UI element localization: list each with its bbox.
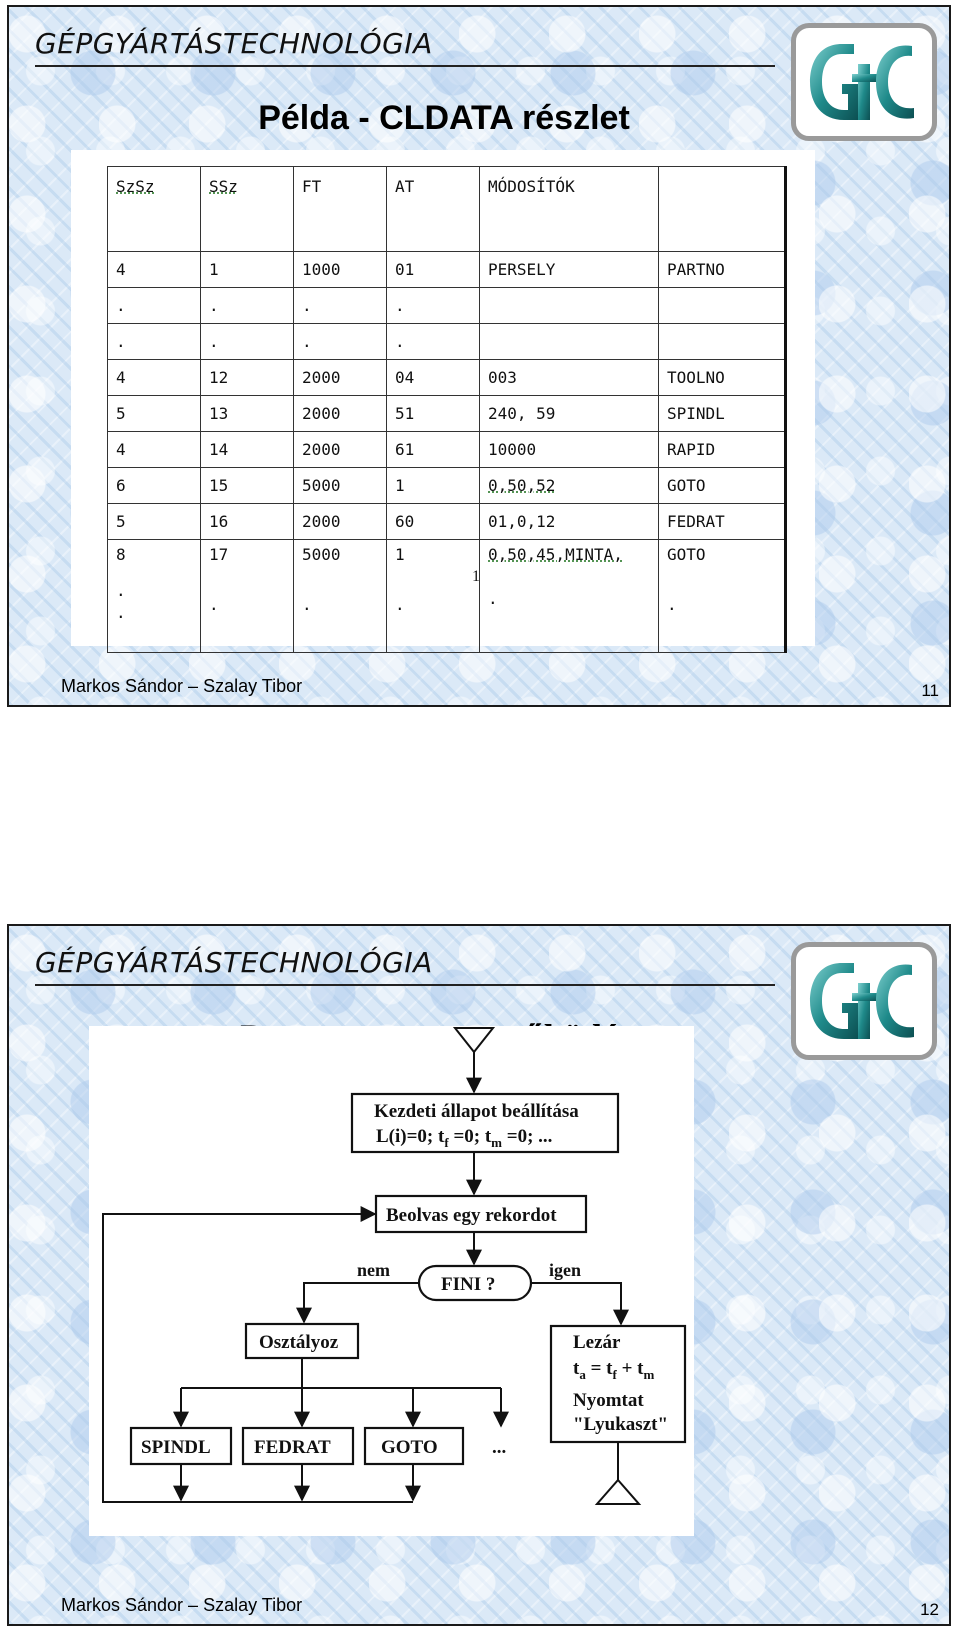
cell-dots: . <box>209 595 219 614</box>
subscript: f <box>612 1367 617 1382</box>
table-cell <box>480 324 659 360</box>
header-empty <box>659 167 786 252</box>
cell-value: 8 <box>116 545 126 564</box>
table-cell <box>387 540 480 653</box>
table-row <box>108 360 786 396</box>
slide-header-title: GÉPGYÁRTÁSTECHNOLÓGIA <box>35 946 433 979</box>
page-number: 11 <box>921 681 939 700</box>
table-row <box>108 324 786 360</box>
table-row <box>108 252 786 288</box>
flowchart-panel <box>89 1026 694 1536</box>
cell-dots: . <box>395 595 405 614</box>
init-box-line1: Kezdeti állapot beállítása <box>374 1101 579 1122</box>
table-cell <box>480 288 659 324</box>
slide-title: Példa - CLDATA részlet <box>258 99 630 137</box>
table-cell: 1000 <box>294 252 387 288</box>
table-row <box>108 504 786 540</box>
formula-text: t <box>573 1358 580 1379</box>
posztprocesszor-flowchart <box>89 1026 694 1536</box>
table-cell: 2000 <box>294 360 387 396</box>
yes-label: igen <box>549 1260 582 1280</box>
init-box-line2 <box>376 1126 552 1150</box>
table-cell <box>659 324 786 360</box>
table-cell: FEDRAT <box>659 504 786 540</box>
fedrat-label: FEDRAT <box>254 1437 331 1458</box>
table-cell <box>294 540 387 653</box>
decision-label: FINI ? <box>441 1274 496 1295</box>
close-line1: Lezár <box>573 1332 621 1353</box>
cell-value: 17 <box>209 545 229 564</box>
table-cell: 5 <box>108 396 201 432</box>
no-label: nem <box>357 1260 390 1280</box>
init-text: =0; t <box>448 1126 492 1147</box>
table-cell: . <box>201 288 294 324</box>
table-row <box>108 396 786 432</box>
table-cell <box>472 540 659 653</box>
table-cell: 003 <box>480 360 659 396</box>
spindl-label: SPINDL <box>141 1437 211 1458</box>
table-cell: TOOLNO <box>659 360 786 396</box>
no-branch-arrow <box>304 1283 419 1322</box>
cell-dots: . <box>667 595 677 614</box>
table-cell: 04 <box>387 360 480 396</box>
formula-text: = t <box>585 1358 613 1379</box>
subscript: f <box>444 1135 449 1150</box>
table-header-row <box>108 167 786 252</box>
header-szsz: SzSz <box>108 167 201 252</box>
table-cell: PARTNO <box>659 252 786 288</box>
table-cell: 4 <box>108 252 201 288</box>
table-cell <box>659 540 786 653</box>
footer-authors: Markos Sándor – Szalay Tibor <box>61 676 303 696</box>
header-rule <box>35 984 775 986</box>
table-cell: 60 <box>387 504 480 540</box>
close-line3: Nyomtat <box>573 1390 644 1411</box>
init-text: =0; ... <box>502 1126 553 1147</box>
table-cell: 12 <box>201 360 294 396</box>
more-branches-label: ... <box>492 1437 507 1458</box>
start-triangle <box>455 1028 493 1052</box>
table-cell: . <box>387 324 480 360</box>
slide-11 <box>7 5 951 707</box>
table-cell: 2000 <box>294 396 387 432</box>
formula-text: + t <box>616 1358 644 1379</box>
yes-branch-arrow <box>531 1283 621 1324</box>
table-cell: 61 <box>387 432 480 468</box>
header-at: AT <box>387 167 480 252</box>
table-cell: 14 <box>201 432 294 468</box>
table-row <box>108 468 786 504</box>
cell-dots: . <box>116 581 126 600</box>
table-cell: 240, 59 <box>480 396 659 432</box>
init-text: L(i)=0; t <box>376 1126 445 1147</box>
end-triangle <box>597 1480 639 1504</box>
table-cell: . <box>201 324 294 360</box>
table-cell: . <box>387 288 480 324</box>
table-cell: 1 <box>201 252 294 288</box>
table-cell: 51 <box>387 396 480 432</box>
table-cell: 16 <box>201 504 294 540</box>
table-cell <box>201 540 294 653</box>
cell-value: 0,50,45,MINTA, <box>488 545 623 564</box>
header-ssz: SSz <box>201 167 294 252</box>
cell-dots: . <box>488 589 498 608</box>
table-cell: 5000 <box>294 468 387 504</box>
table-cell: 2000 <box>294 432 387 468</box>
goto-label: GOTO <box>381 1437 438 1458</box>
cldata-table-panel <box>71 150 815 646</box>
table-cell: RAPID <box>659 432 786 468</box>
subscript: m <box>643 1367 655 1382</box>
table-cell: . <box>108 288 201 324</box>
header-rule <box>35 65 775 67</box>
table-cell <box>659 288 786 324</box>
table-cell <box>108 540 201 653</box>
footer-authors: Markos Sándor – Szalay Tibor <box>61 1595 303 1615</box>
table-cell: 1 <box>387 468 480 504</box>
header-ft: FT <box>294 167 387 252</box>
cell-extra: 1 <box>472 568 480 585</box>
subscript: a <box>579 1367 586 1382</box>
cell-value: 5000 <box>302 545 341 564</box>
table-cell: 4 <box>108 432 201 468</box>
cell-dots: . <box>302 595 312 614</box>
table-row <box>108 288 786 324</box>
table-cell: . <box>108 324 201 360</box>
cell-value: GOTO <box>667 545 706 564</box>
cell-value: 1 <box>395 545 405 564</box>
table-row <box>108 540 786 653</box>
table-cell: . <box>294 288 387 324</box>
cldata-table <box>107 166 787 653</box>
classify-label: Osztályoz <box>259 1332 339 1353</box>
header-modositok: MÓDOSÍTÓK <box>480 167 659 252</box>
slide-header-title: GÉPGYÁRTÁSTECHNOLÓGIA <box>35 27 433 60</box>
table-cell: PERSELY <box>480 252 659 288</box>
table-cell: 4 <box>108 360 201 396</box>
table-cell: 0,50,52 <box>480 468 659 504</box>
table-cell: 10000 <box>480 432 659 468</box>
table-cell: 15 <box>201 468 294 504</box>
table-cell: 2000 <box>294 504 387 540</box>
read-box-label: Beolvas egy rekordot <box>386 1205 557 1226</box>
table-cell: . <box>294 324 387 360</box>
cell-dots: . <box>116 603 126 622</box>
table-cell: 13 <box>201 396 294 432</box>
slide-12 <box>7 924 951 1626</box>
table-cell: 01,0,12 <box>480 504 659 540</box>
close-line4: "Lyukaszt" <box>573 1414 669 1435</box>
table-cell: 5 <box>108 504 201 540</box>
table-cell: SPINDL <box>659 396 786 432</box>
table-row <box>108 432 786 468</box>
table-cell: GOTO <box>659 468 786 504</box>
page-number: 12 <box>920 1600 939 1619</box>
table-cell: 01 <box>387 252 480 288</box>
table-cell: 6 <box>108 468 201 504</box>
subscript: m <box>491 1135 503 1150</box>
